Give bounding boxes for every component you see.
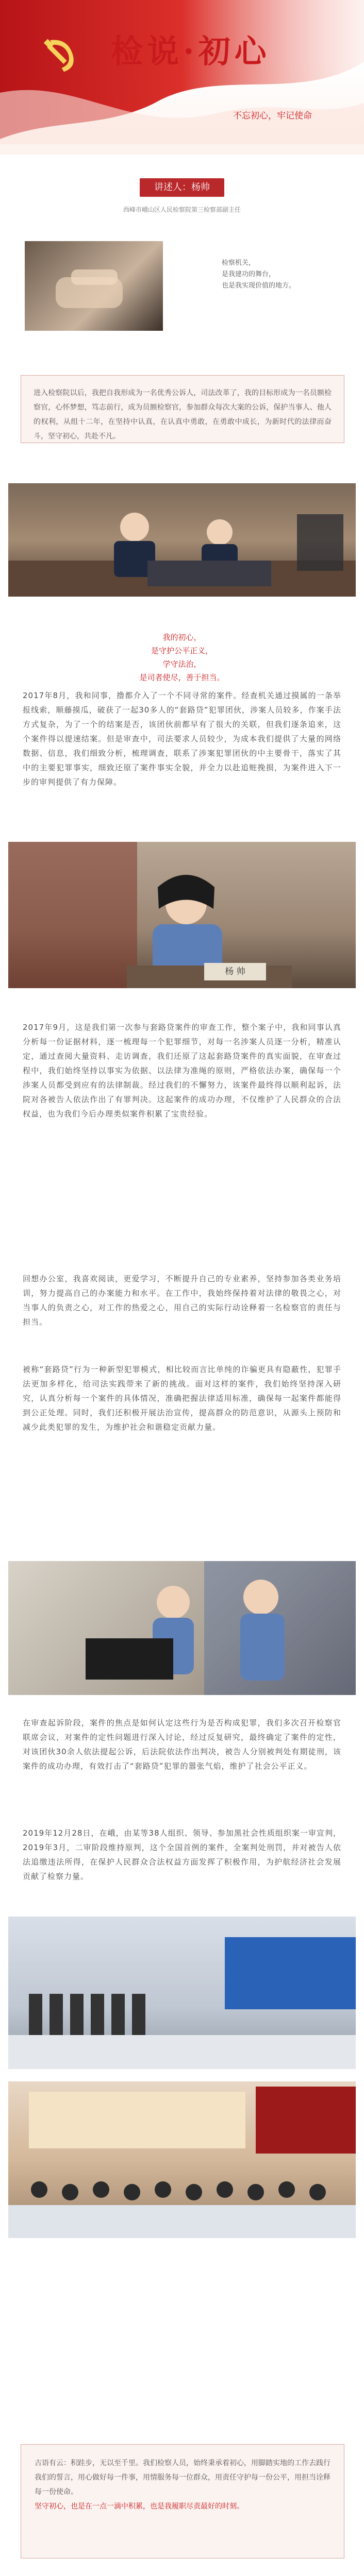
tagline: 不忘初心，牢记使命 — [233, 111, 312, 121]
hands-photo — [25, 241, 163, 331]
para-5: 在审查起诉阶段，案件的焦点是如何认定这些行为是否构成犯罪，我们多次召开检察官联席会议，对案件的定性问题进行深入讨论，经过反复研究，最终确定了案件的定性，对该团伙30余人依法提起公诉，后法院依法作出判决，被告人分别被判处有期徒刑，该案件的成功办理，有效打击了“套路贷”犯罪的嚣张气焰，维护了社会公平正义。 — [23, 1718, 341, 1771]
para-6: 2019年12月28日，在峨，由某等38人组织、领导、参加黑社会性质组织案一审宣判，2019年3月，二审阶段维持原判，这个全国首例的案件，全案判处刑罚，并对被告人依法追缴违法所得，在保护人民群众合法权益方面发挥了积极作用，为护航经济社会发展贡献了检察力量。 — [23, 1828, 341, 1881]
page-header — [0, 0, 364, 155]
closing-highlight: 坚守初心，也是在一点一滴中积累，也是我履职尽责最好的时刻。 — [35, 2502, 244, 2511]
closing-text: 古语有云：积跬步，无以至千里。我们检察人员，始终秉承着初心，用脚踏实地的工作去践行我们的誓言，用心做好每一件事，用情服务每一位群众，用责任守护每一份公平，用担当诠释每一份使命。 — [35, 2459, 330, 2496]
para-1: 2017年8月，我和同事，撸都介入了一个不同寻常的案件。经查机关通过摸属的一条举报线索，顺藤摸瓜，破获了一起30多人的“套路贷”犯罪团伙，涉案人员较多，作案手法方式复杂，为了一个的结案是否，该团伙前都早有了很大的关联，但我们逐条追来，这个案件得以提速结案。但是审查中，司法要求人员较少，为成本我们提供了大量的网络数据、信息，我们细致分析，梳理调查，联系了涉案犯罪团伙的中主要骨干，落实了其中的主要犯罪事实，细致还原了案件事实全貌，并全力以赴追赃挽损，为案件进入下一步的审判提供了有力保障。 — [23, 691, 341, 787]
hammer-sickle-icon — [36, 31, 82, 77]
quote-one: 检察机关， 是我建功的舞台， 也是我实现价值的地方。 — [222, 259, 296, 290]
classroom-photo — [8, 2081, 356, 2238]
closing-box — [21, 2444, 344, 2558]
ceremony-photo — [8, 1917, 356, 2069]
name-plate: 杨 帅 — [204, 963, 266, 980]
intro-text: 进入检察院以后，我把自我形成为一名优秀公诉人，司法改革了，我的目标形成为一名员额检察官，心怀梦想，笃志前行，成为员额检察官，参加群众每次大案的公诉，保护当事人、他人的权利，从组十二年，在坚持中认真，在认真中勇敢，在勇敢中成长，为新时代的法律而奋斗，坚守初心，共赴不凡。 — [34, 389, 332, 440]
para-3: 回想办公室，我喜欢阅读，更爱学习，不断提升自己的专业素养，坚持参加各类业务培训，努力提高自己的办案能力和水平。在工作中，我始终保持着对法律的敬畏之心，对当事人的负责之心，对工作的热爱之心，用自己的实际行动诠释着一名检察官的责任与担当。 — [23, 1274, 341, 1327]
goals-quote: 我的初心， 是守护公平正义， 学守法治， 是司者使尽，善于担当。 — [139, 633, 225, 682]
para-2: 2017年9月，这是我们第一次参与套路贷案件的审查工作，整个案子中，我和同事认真分析每一份证据材料，逐一梳理每一个犯罪细节，对每一名涉案人员逐一分析，精准认定，通过查阅大量资料、走访调查，我们还原了这起套路贷案件的真实面貌，在审查过程中，我们始终坚持以事实为依据、以法律为准绳的原则，严格依法办案，确保每一个涉案人员都受到应有的法律制裁。经过我们的不懈努力，该案件最终得以顺利起诉，法院对各被告人依法作出了有罪判决。这起案件的成功办理，不仅维护了人民群众的合法权益，也为我们今后办理类似案件积累了宝贵经验。 — [23, 1023, 341, 1118]
speaker-title: 西峰市峨山区人民检察院第三检察部副主任 — [123, 206, 241, 213]
page-title: 检说·初心 — [111, 32, 271, 70]
office-photo — [8, 1561, 356, 1695]
intro-box — [21, 375, 344, 443]
para-4: 被称“套路贷”行为一种新型犯罪模式，相比较而言比单纯的诈骗更具有隐蔽性，犯罪手法更加多样化，给司法实践带来了新的挑战。面对这样的案件，我们始终坚持深入研究，认真分析每一个案件的具体情况，准确把握法律适用标准，确保每一起案件都能得到公正处理。同时，我们还积极开展法治宣传，提高群众的防范意识，从源头上预防和减少此类犯罪的发生，为维护社会和谐稳定贡献力量。 — [23, 1365, 341, 1432]
courtroom-photo — [8, 483, 356, 597]
portrait-photo — [8, 842, 356, 988]
speaker-badge: 讲述人：杨帅 — [140, 178, 224, 197]
